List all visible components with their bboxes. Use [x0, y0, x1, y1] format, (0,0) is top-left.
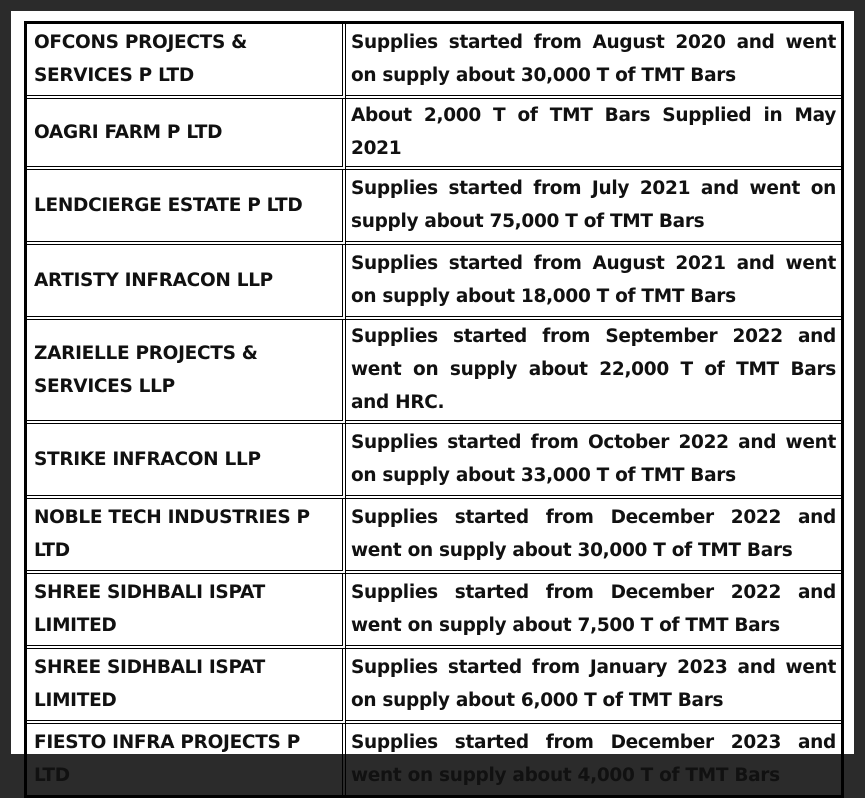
company-name-cell: NOBLE TECH INDUSTRIES P LTD — [27, 499, 346, 574]
supply-detail-cell: Supplies started from October 2022 and went on supply about 33,000 T of TMT Bars — [346, 424, 841, 499]
client-supply-table — [24, 21, 844, 798]
table-row — [27, 245, 841, 320]
table-row — [27, 99, 841, 170]
company-name-cell: ARTISTY INFRACON LLP — [27, 245, 346, 320]
company-name-cell: LENDCIERGE ESTATE P LTD — [27, 170, 346, 245]
supply-detail-cell: Supplies started from December 2023 and went on supply about 4,000 T of TMT Bars — [351, 732, 836, 786]
supply-detail-cell: Supplies started from January 2023 and went on supply about 6,000 T of TMT Bars — [346, 649, 841, 724]
supply-detail-cell: Supplies started from December 2022 and went on supply about 30,000 T of TMT Bars — [346, 499, 841, 574]
supply-detail-cell: Supplies started from December 2022 and went on supply about 7,500 T of TMT Bars — [346, 574, 841, 649]
supply-detail-cell: Supplies started from September 2022 and went on supply about 22,000 T of TMT Bars and HRC. — [346, 320, 841, 424]
company-name-cell: STRIKE INFRACON LLP — [27, 424, 346, 499]
company-name-cell: ZARIELLE PROJECTS & SERVICES LLP — [27, 320, 346, 424]
document-frame — [11, 11, 854, 786]
company-name-cell: FIESTO INFRA PROJECTS P LTD — [27, 724, 346, 795]
table-row — [27, 320, 841, 424]
table-row — [27, 649, 841, 724]
table-row — [27, 424, 841, 499]
supply-detail-cell: Supplies started from August 2021 and went on supply about 18,000 T of TMT Bars — [346, 245, 841, 320]
supply-detail-cell: Supplies started from August 2020 and went on supply about 30,000 T of TMT Bars — [346, 24, 841, 99]
company-name-cell: OFCONS PROJECTS & SERVICES P LTD — [27, 24, 346, 99]
table-row — [27, 170, 841, 245]
table-row — [27, 24, 841, 99]
table-row — [27, 499, 841, 574]
supply-detail-cell: About 2,000 T of TMT Bars Supplied in May 2021 — [346, 99, 841, 170]
table-row — [27, 724, 841, 795]
supply-detail-cell: Supplies started from July 2021 and went on supply about 75,000 T of TMT Bars — [346, 170, 841, 245]
company-name-cell: OAGRI FARM P LTD — [27, 99, 346, 170]
company-name-cell: SHREE SIDHBALI ISPAT LIMITED — [27, 649, 346, 724]
company-name-cell: SHREE SIDHBALI ISPAT LIMITED — [27, 574, 346, 649]
table-row — [27, 574, 841, 649]
